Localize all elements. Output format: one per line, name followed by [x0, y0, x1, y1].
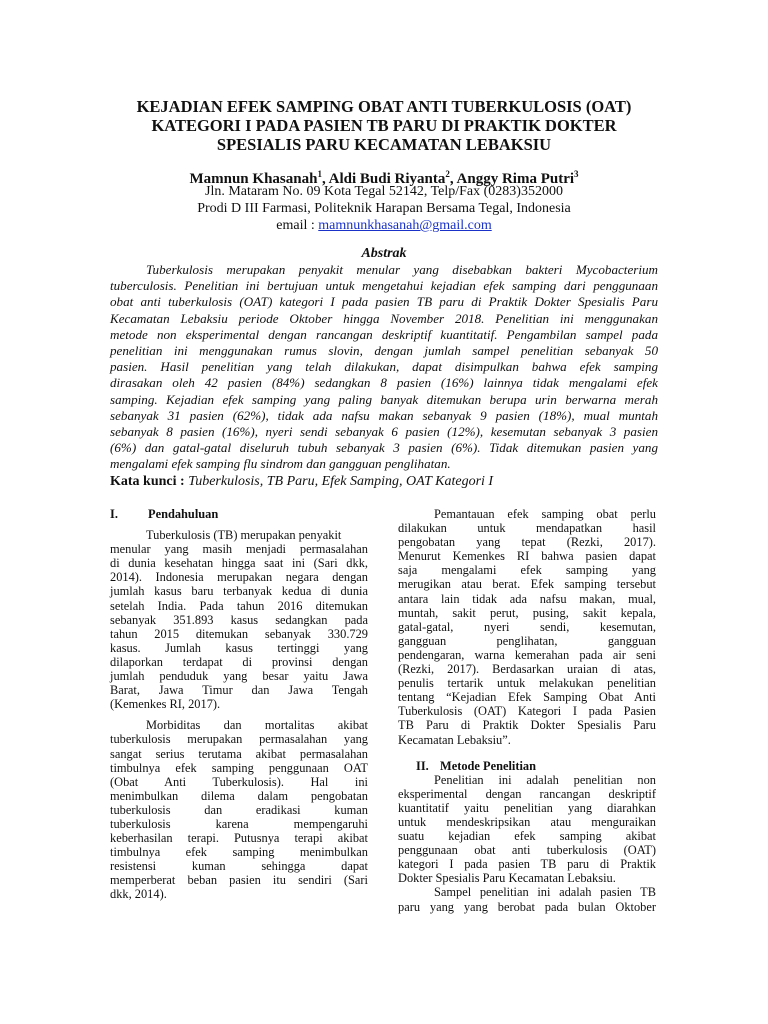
paragraph-line: tahun 2015 ditemukan sebanyak 330.729	[110, 626, 368, 641]
paragraph-line: merugikan atau berat. Efek samping tersebut	[398, 577, 656, 592]
paragraph-line: penggunaan obat anti tuberkulosis (OAT)	[398, 843, 656, 858]
section-number: II.	[416, 758, 429, 773]
paragraph-line: keberhasilan terapi. Putusnya terapi akibat	[110, 831, 368, 846]
paragraph-line: penulis tertarik untuk melakukan penelitian	[398, 676, 656, 691]
author-name: Aldi Budi Riyanta	[328, 171, 446, 187]
author-list: Mamnun Khasanah$^1$, Aldi Budi Riyanta$^2$, Anggy Rima Putri$^3$	[189, 169, 579, 187]
paragraph-line: kuantitatif yaitu penelitian yang diarahkan	[398, 800, 656, 815]
section-number: I.	[110, 507, 118, 521]
paragraph-line: timbulnya efek samping menimbulkan	[110, 845, 368, 860]
paragraph-line: kasus. Jumlah kasus tertinggi yang	[110, 640, 368, 655]
right-column	[398, 507, 656, 914]
paragraph-line: Morbiditas dan mortalitas akibat	[146, 718, 368, 733]
abstract-text	[110, 262, 658, 473]
paragraph-line: (Rezki, 2017). Berdasarkan uraian di atas,	[398, 662, 656, 677]
paragraph-line: untuk mendeskripsikan atau menguraikan	[398, 814, 656, 829]
paper-title	[90, 97, 678, 154]
keywords-text: Tuberkulosis, TB Paru, Efek Samping, OAT Kategori I	[188, 474, 494, 489]
section-title: Metode Penelitian	[440, 758, 537, 773]
paragraph-line: sebanyak 351.893 kasus sedangkan pada	[110, 612, 368, 627]
paragraph-line: muntah, sakit perut, pusing, sakit kepala,	[398, 605, 656, 620]
paragraph-line: jumlah penduduk yang besar yaitu Jawa	[110, 669, 368, 684]
paragraph-line: menimbulkan dilema dalam pengobatan	[110, 788, 368, 803]
abstract-line: pasien. Hasil penelitian yang telah dilakukan, dapat disimpulkan bahwa efek samping	[110, 359, 658, 375]
paragraph-line: Penelitian ini adalah penelitian non	[434, 772, 656, 787]
title-line: KATEGORI I PADA PASIEN TB PARU DI PRAKTIK DOKTER	[151, 116, 617, 135]
paragraph-line: Tuberkulosis (TB) merupakan penyakit	[146, 528, 342, 543]
paragraph-line: tentang “Kejadian Efek Samping Obat Anti	[398, 690, 656, 705]
section-title: Pendahuluan	[148, 507, 219, 521]
abstract-line: mengalami efek samping flu sindrom dan gangguan penglihatan.	[110, 456, 451, 472]
email-label: email :	[276, 218, 319, 233]
author-name: Mamnun Khasanah	[189, 171, 318, 187]
paragraph-line: tuberkulosis karena mempengaruhi	[110, 816, 368, 831]
abstract-line: dirasakan oleh 42 pasien (84%) sedangkan 8 pasien (16%) lainnya tidak mengalami efek	[110, 375, 658, 391]
abstract-line: penelitian ini menggunakan rumus slovin, dengan jumlah sampel penelitian sebanyak 50	[110, 343, 658, 359]
title-line: SPESIALIS PARU KECAMATAN LEBAKSIU	[216, 135, 552, 154]
paragraph-line: 2014). Indonesia merupakan negara dengan	[110, 570, 368, 585]
paragraph-line: Pemantauan efek samping obat perlu	[434, 507, 656, 521]
abstract-line: samping. Kejadian efek samping yang paling banyak ditemukan berupa urin berwarna merah	[110, 391, 658, 407]
paragraph-line: timbulnya efek samping penggunaan OAT	[110, 760, 368, 775]
keywords-label: Kata kunci :	[110, 474, 189, 489]
paragraph-line: dilakukan untuk mendapatkan hasil	[398, 521, 656, 536]
paragraph-line: kategori I pada pasien TB paru di Praktik	[398, 857, 656, 872]
paragraph-line: eksperimental dengan rancangan deskriptif	[398, 786, 656, 801]
paragraph-line: memperberat beban pasien itu sendiri (Sari	[110, 873, 368, 888]
paragraph-line: saja mengalami efek samping yang	[398, 563, 656, 578]
paragraph-line: sangat serius terutama akibat permasalahan	[110, 746, 368, 761]
paragraph-line: Sampel penelitian ini adalah pasien TB	[434, 885, 656, 900]
paragraph-line: tuberkulosis dan eradikasi kuman	[110, 802, 368, 817]
section-heading-method	[398, 759, 656, 773]
abstract-line: metode non eksperimental dengan rancangan deskriptif kuantitatif. Pengambilan sampel pada	[110, 326, 658, 342]
author-name: Anggy Rima Putri	[456, 171, 575, 187]
email-link[interactable]: mamnunkhasanah@gmail.com	[318, 218, 492, 233]
paragraph-line: resistensi kuman sehingga dapat	[110, 859, 368, 874]
affiliation-email-line	[90, 217, 678, 234]
abstract-line: obat anti tuberkulosis (OAT) kategori I pada pasien TB paru di Praktik Dokter Spesialis Paru	[110, 294, 658, 310]
abstract-line: Kecamatan Lebaksiu periode Oktober hingga November 2018. Penelitian ini menggunakan	[110, 310, 658, 326]
paragraph-line: Barat, Jawa Timur dan Jawa Tengah	[110, 683, 368, 698]
abstract-line: sebanyak 31 pasien (62%), tidak ada nafsu makan sebanyak 9 pasien (18%), mual muntah	[110, 407, 658, 423]
paragraph-line: paru yang yang berobat pada bulan Oktober	[398, 899, 656, 914]
paragraph-line: antara lain tidak ada nafsu makan, mual,	[398, 591, 656, 606]
paragraph-line: (Kemenkes RI, 2017).	[110, 697, 221, 712]
affiliation-block	[90, 183, 678, 234]
keywords	[110, 473, 658, 490]
paragraph-line: Menurut Kemenkes RI bahwa pasien dapat	[398, 549, 656, 564]
section-heading-intro	[110, 507, 368, 521]
abstract-heading: Abstrak	[361, 246, 407, 261]
affiliation-address: Jln. Mataram No. 09 Kota Tegal 52142, Telp/Fax (0283)352000	[205, 184, 563, 199]
author-affiliation-mark: 2	[445, 169, 450, 179]
paragraph-line: dilaporkan terdapat di provinsi dengan	[110, 654, 368, 669]
author-affiliation-mark: 1	[317, 169, 322, 179]
abstract-line: Tuberkulosis merupakan penyakit menular yang disebabkan bakteri Mycobacterium	[146, 262, 658, 277]
paragraph-line: dkk, 2014).	[110, 887, 167, 902]
paragraph-line: jumlah kasus baru terbanyak kedua di dunia	[110, 584, 368, 599]
abstract-line: (6%) dan gatal-gatal diseluruh tubuh sebanyak 3 pasien (6%). Tidak ditemukan pasien yang	[110, 440, 658, 456]
paragraph-line: suatu kejadian efek samping akibat	[398, 829, 656, 844]
paragraph-line: menular yang masih menjadi permasalahan	[110, 542, 368, 557]
paragraph-line: (Obat Anti Tuberkulosis). Hal ini	[110, 774, 368, 789]
author-affiliation-mark: 3	[574, 169, 579, 179]
paragraph-line: gatal-gatal, nyeri sendi, kesemutan,	[398, 619, 656, 634]
abstract-line: sebanyak 8 pasien (16%), nyeri sendi sebanyak 6 pasien (12%), kesemutan sebanyak 3 pasien	[110, 424, 658, 440]
paragraph-line: tuberkulosis merupakan permasalahan yang	[110, 732, 368, 747]
paragraph-line: gangguan penglihatan, gangguan	[398, 633, 656, 648]
paragraph-line: pengobatan yang tepat (Rezki, 2017).	[398, 535, 656, 550]
affiliation-institution: Prodi D III Farmasi, Politeknik Harapan Bersama Tegal, Indonesia	[197, 201, 571, 216]
paragraph-line: Tuberkulosis (OAT) Kategori I pada Pasien	[398, 704, 656, 719]
paragraph-line: TB Paru di Praktik Dokter Spesialis Paru	[398, 718, 656, 733]
paragraph-line: pendengaran, warna kemerahan pada air seni	[398, 647, 656, 662]
title-line: KEJADIAN EFEK SAMPING OBAT ANTI TUBERKULOSIS (OAT)	[136, 97, 632, 116]
paragraph-line: Dokter Spesialis Paru Kecamatan Lebaksiu.	[398, 871, 616, 886]
abstract-line: tuberculosis. Penelitian ini bertujuan untuk mengetahui kejadian efek samping dari penggunaan	[110, 278, 658, 294]
paragraph-line: setelah India. Pada tahun 2016 ditemukan	[110, 598, 368, 613]
paragraph-line: Kecamatan Lebaksiu”.	[398, 732, 511, 747]
left-column	[110, 507, 368, 902]
paragraph-line: di dunia kesehatan hingga saat ini (Sari dkk,	[110, 556, 368, 571]
